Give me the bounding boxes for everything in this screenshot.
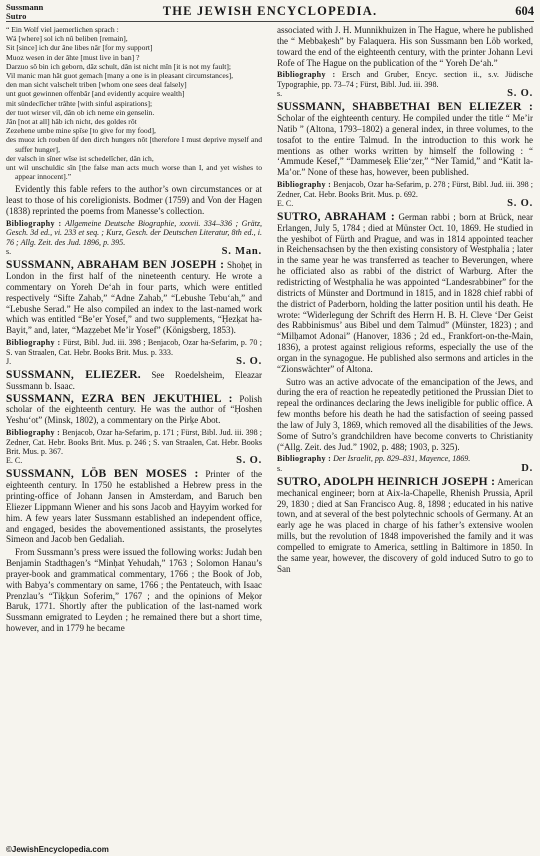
poem-line: Zezehene umbe mine spîse [to give for my food], — [6, 126, 156, 136]
poem-line: Sit [since] ich dur âne libes nâr [for my support] — [6, 43, 153, 53]
journal-title: THE JEWISH ENCYCLOPEDIA. — [162, 4, 378, 18]
bibliography-label: Bibliography : — [6, 218, 62, 228]
signature-author: S. O. — [507, 197, 533, 209]
signature-class: E. C. — [277, 198, 294, 208]
bibliography-label: Bibliography : — [277, 70, 336, 80]
poem-line: Muoz wesen in der âhte [must live in ban] ? — [6, 52, 140, 62]
signature-class: E. C. — [6, 456, 23, 466]
signature-line — [6, 357, 262, 367]
entry-heading: SUSSMANN, SHABBETHAI BEN ELIEZER : — [277, 101, 533, 114]
signature-author: S. O. — [507, 88, 533, 100]
entry-text: American mechanical engineer; born at Aix-la-Chapelle, Rhenish Prussia, April 29, 1830 ; died at San Francisco Aug. 8, 1898 ; educated in his native town, and at several of the best polytechnic schools of Germany. At an early age he was placed in charge of his father’s extensive woolen mills, but the revolution of 1848 impoverished the family and it was compelled to emigrate to America, settling in Baltimore in 1850. In the same year, however, the discovery of gold induced Sutro to go to San — [277, 476, 533, 574]
bibliography — [277, 180, 533, 199]
body-paragraph: associated with J. H. Munnikhuizen in The Hague, where he published the “ Mebbaḳesh” by Falaquera. His son Sussmann ben Löb worked, toward the end of the eighteenth century, with the printer Johann Levi Rofe of The Hague on the publication of the “ Yoreh De‘ah.” — [277, 25, 533, 68]
entry-heading: SUSSMANN, EZRA BEN JEKUTHIEL : — [6, 392, 233, 405]
bibliography-text: Benjacob, Ozar ha-Sefarim, p. 278 ; Fürst, Bibl. Jud. iii. 398 ; Zedner, Cat. Hebr. Books Brit. Mus. p. 692. — [277, 180, 533, 199]
running-header — [6, 3, 534, 22]
bibliography-text: Benjacob, Ozar ha-Sefarim, p. 171 ; Fürst, Bibl. Jud. iii. 398 ; Zedner, Cat. Hebr. Books Brit. Mus. p. 246 ; S. van Straalen, Cat. Hebr. Books Brit. Mus. p. 367. — [6, 428, 262, 456]
signature-class: s. — [6, 247, 12, 257]
bibliography-label: Bibliography : — [6, 338, 61, 348]
poem-line: Darzuo sô bin ich geborn, dâz schult, dân ist nicht mîn [it is not my fault]; — [6, 61, 232, 71]
entry-text: Scholar of the eighteenth century. He compiled under the title “ Me’ir Natib ” (Altona, 1793–1802) a general index, in three volumes, to the tosafot to the entire Talmud. In the introduction to this work he mentions as other works written by himself the following : “ ‘Ammude Kesef,” “Dammeseḳ Elie‘zer,” “Ner Tamid,” and “Katit la-Ma’or.” None of these has, however, been published. — [277, 113, 533, 178]
bibliography-text: Ersch and Gruber, Encyc. section ii., s.v. Jüdische Typographie, pp. 73–74 ; Fürst, Bibl. Jud. iii. 398. — [277, 70, 533, 89]
signature-author: S. O. — [236, 455, 262, 467]
bibliography-label: Bibliography : — [277, 180, 332, 190]
entry-shabbethai — [277, 102, 533, 178]
bibliography — [6, 338, 262, 357]
body-paragraph: From Sussmann’s press were issued the following works: Judah ben Benjamin Stadthagen’s “Minḥat Yehudah,” 1763 ; Solomon Hanau’s prayer-book and grammatical commentary, 1766 ; the Book of Job, with Babya’s commentary on same, 1766 ; the Pentateuch, with Isaac Prenzlau’s “Tiḳḳun Soferim,” 1767 ; and the opinions of Meḳor Baruk, 1771. Shortly after the publication of the last-named work Sussmann emigrated to Leyden ; he remained there but a short time, however, and in 1779 he became — [6, 547, 262, 634]
entry-heading: SUSSMANN, ELIEZER. — [6, 368, 141, 381]
signature-line — [6, 456, 262, 466]
right-column — [277, 25, 533, 576]
bibliography-text: Fürst, Bibl. Jud. iii. 398 ; Benjacob, Ozar ha-Sefarim, p. 70 ; S. van Straalen, Cat. Hebr. Books Brit. Mus. p. 333. — [6, 338, 263, 357]
poem-line: Jân [not at all] hâb ich nicht, des goldes rôt — [6, 117, 137, 127]
signature-line — [277, 199, 533, 209]
signature-class: J. — [6, 356, 12, 366]
running-head-2: Sutro — [6, 10, 27, 21]
signature-class: s. — [277, 463, 283, 473]
entry-text: Printer of the eighteenth century. In 1750 he established a Hebrew press in the printing-office of Johann Jansen in Amsterdam, and Baruch ben Eliezer Lippmann Wiener and his sons Jacob and Ḥayyim worked for him. A few years later Sussmann established an independent office, and engaged, besides the abovementioned assistants, the proselytes Simeon and Jacob ben Gedaliah. — [6, 469, 262, 545]
bibliography-text: Der Israelit, pp. 829–831, Mayence, 1869. — [333, 454, 471, 464]
poem-line: Vil manic man hât guot gemach [many a one is in pleasant circumstances], — [6, 71, 234, 81]
bibliography-text: Allgemeine Deutsche Biographie, xxxvii. 334–336 ; Grätz, Gesch. 3d ed., vi. 233 et seq. ; Kurz, Gesch. der Deutschen Literatur, 8th ed., i. 76 ; Allg. Zeit. des Jud. 1896, p. 395. — [6, 218, 262, 247]
signature-author: S. O. — [236, 355, 262, 367]
bibliography — [277, 454, 533, 463]
copyright-footer: ©JewishEncyclopedia.com — [6, 845, 109, 854]
entry-loeb — [6, 469, 262, 545]
entry-text: German rabbi ; born at Brück, near Erlangen, July 5, 1784 ; died at Münster Oct. 10, 1869. He studied in the yeshibot of Fürth and Prague, and was in 1814 appointed teacher in Reichensachsen by the then existing consistory of Westphalia ; later in the same year he was transferred as teacher to Beverungen, where he officiated also as rabbi of the district of Warburg. After the redistricting of Westphalia he was appointed “Landesrabbiner” for the districts of Münster and Dortmund in 1815, and in 1828 chief rabbi of the district of Paderborn, holding the latter position until his death. He wrote: “Widerlegung der Schrift des Herrn H. B. H. Cleve ‘Der Geist des Rabbinismus’ aus Bibel und dem Talmud” (Münster, 1823) ; and “Milḥamot Adonai” (Hanover, 1836 ; 2d ed., Frankfort-on-the-Main, 1836), a protest against religious reforms, especially the use of the organ in the synagogue. He published also sermons and articles in the “Zionswächter” of Altona. — [277, 211, 533, 374]
entry-text: Shoḥeṭ in London in the first half of the nineteenth century. He wrote a commentary on Yoreh De‘ah in four parts, which were entitled respectively “Sifte Zahab,” “Adne Zahab,” “Lebushe Tebu‘ah,” and “Lebushe Serad.” He also compiled an index to the last-named work which was entitled “Be’er Yosef,” and two supplements, “Ḥezḳat ha-Bayit,” and, later, “Maẓẓebet Me’ir Yosef” (Königsberg, 1853). — [6, 260, 262, 336]
signature-author: D. — [521, 462, 533, 474]
left-column — [6, 25, 262, 636]
poem-line: der tuot wirser vil, dân ob ich neme ein genselin. — [6, 107, 155, 117]
running-head-1: Sussmann — [6, 2, 44, 12]
signature-line — [277, 464, 533, 474]
poem-line: unt guot gewinnen offenbâr [and evidently acquire wealth] — [6, 89, 185, 99]
poem-line: Wä [where] sol ich nû beliben [remain], — [6, 34, 128, 44]
body-paragraph: Evidently this fable refers to the author’s own circumstances or at least to those of his coreligionists. Bodmer (1759) and Von der Hagen (1838) reprinted the poems from Manesse’s collection. — [6, 184, 262, 217]
cross-reference-link[interactable]: See Roedelsheim, Eleazar Sussmann b. Isaac. — [6, 369, 263, 391]
body-paragraph: Sutro was an active advocate of the emancipation of the Jews, and during the era of reaction he repeatedly petitioned the Prussian Diet to repeal the ordinances declaring the Jews ineligible for public office. A few months before his death he had the satisfaction of seeing passed the law of July 3, 1869, which removed all the disabilities of the Jews. Some of Sutro’s grandchildren have become converts to Christianity (“Allg. Zeit. des Jud.” 1902, p. 488; 1903, p. 325). — [277, 376, 533, 452]
entry-abraham — [6, 260, 262, 336]
poem-line: mit sündeclîcher trâhte [with sinful aspirations]; — [6, 98, 153, 108]
entry-sutro-adolph — [277, 477, 533, 575]
poem-line: der valsch in sîner wîse ist schedelîcher, dân ich, — [6, 153, 154, 163]
entry-sutro-abraham — [277, 212, 533, 375]
poem-block — [6, 25, 262, 181]
poem-line: unt wil unschuldic sîn [the false man acts much worse than I, and yet wishes to appear innocent].” — [6, 163, 262, 182]
bibliography-label: Bibliography : — [277, 454, 332, 464]
entry-heading: SUTRO, ADOLPH HEINRICH JOSEPH : — [277, 475, 496, 488]
signature-line — [277, 89, 533, 99]
page-number: 604 — [515, 4, 534, 18]
entry-ezra — [6, 394, 262, 427]
entry-text: Polish scholar of the eighteenth century. He was the author of “Ḥoshen Yeshu‘ot” (Minsk, 1802), a commentary on the Pirḳe Abot. — [6, 393, 262, 426]
entry-eliezer — [6, 370, 262, 392]
poem-line: des muoz ich rouben ûf den dirch hungers nôt [therefore I must deprive myself and suffer hunger], — [6, 135, 262, 154]
entry-heading: SUSSMANN, ABRAHAM BEN JOSEPH : — [6, 259, 225, 272]
bibliography — [277, 70, 533, 89]
signature-class: s. — [277, 89, 283, 99]
entry-heading: SUTRO, ABRAHAM : — [277, 210, 395, 223]
entry-heading: SUSSMANN, LÖB BEN MOSES : — [6, 468, 199, 481]
poem-line: den man sicht valschelt triben [whom one sees deal falsely] — [6, 80, 187, 90]
signature-author: S. Man. — [221, 246, 262, 258]
bibliography-label: Bibliography : — [6, 428, 61, 438]
poem-line: “ Ein Wolf viel jaemerlichen sprach : — [6, 25, 119, 34]
bibliography — [6, 219, 262, 247]
bibliography — [6, 428, 262, 456]
signature-line — [6, 247, 262, 257]
